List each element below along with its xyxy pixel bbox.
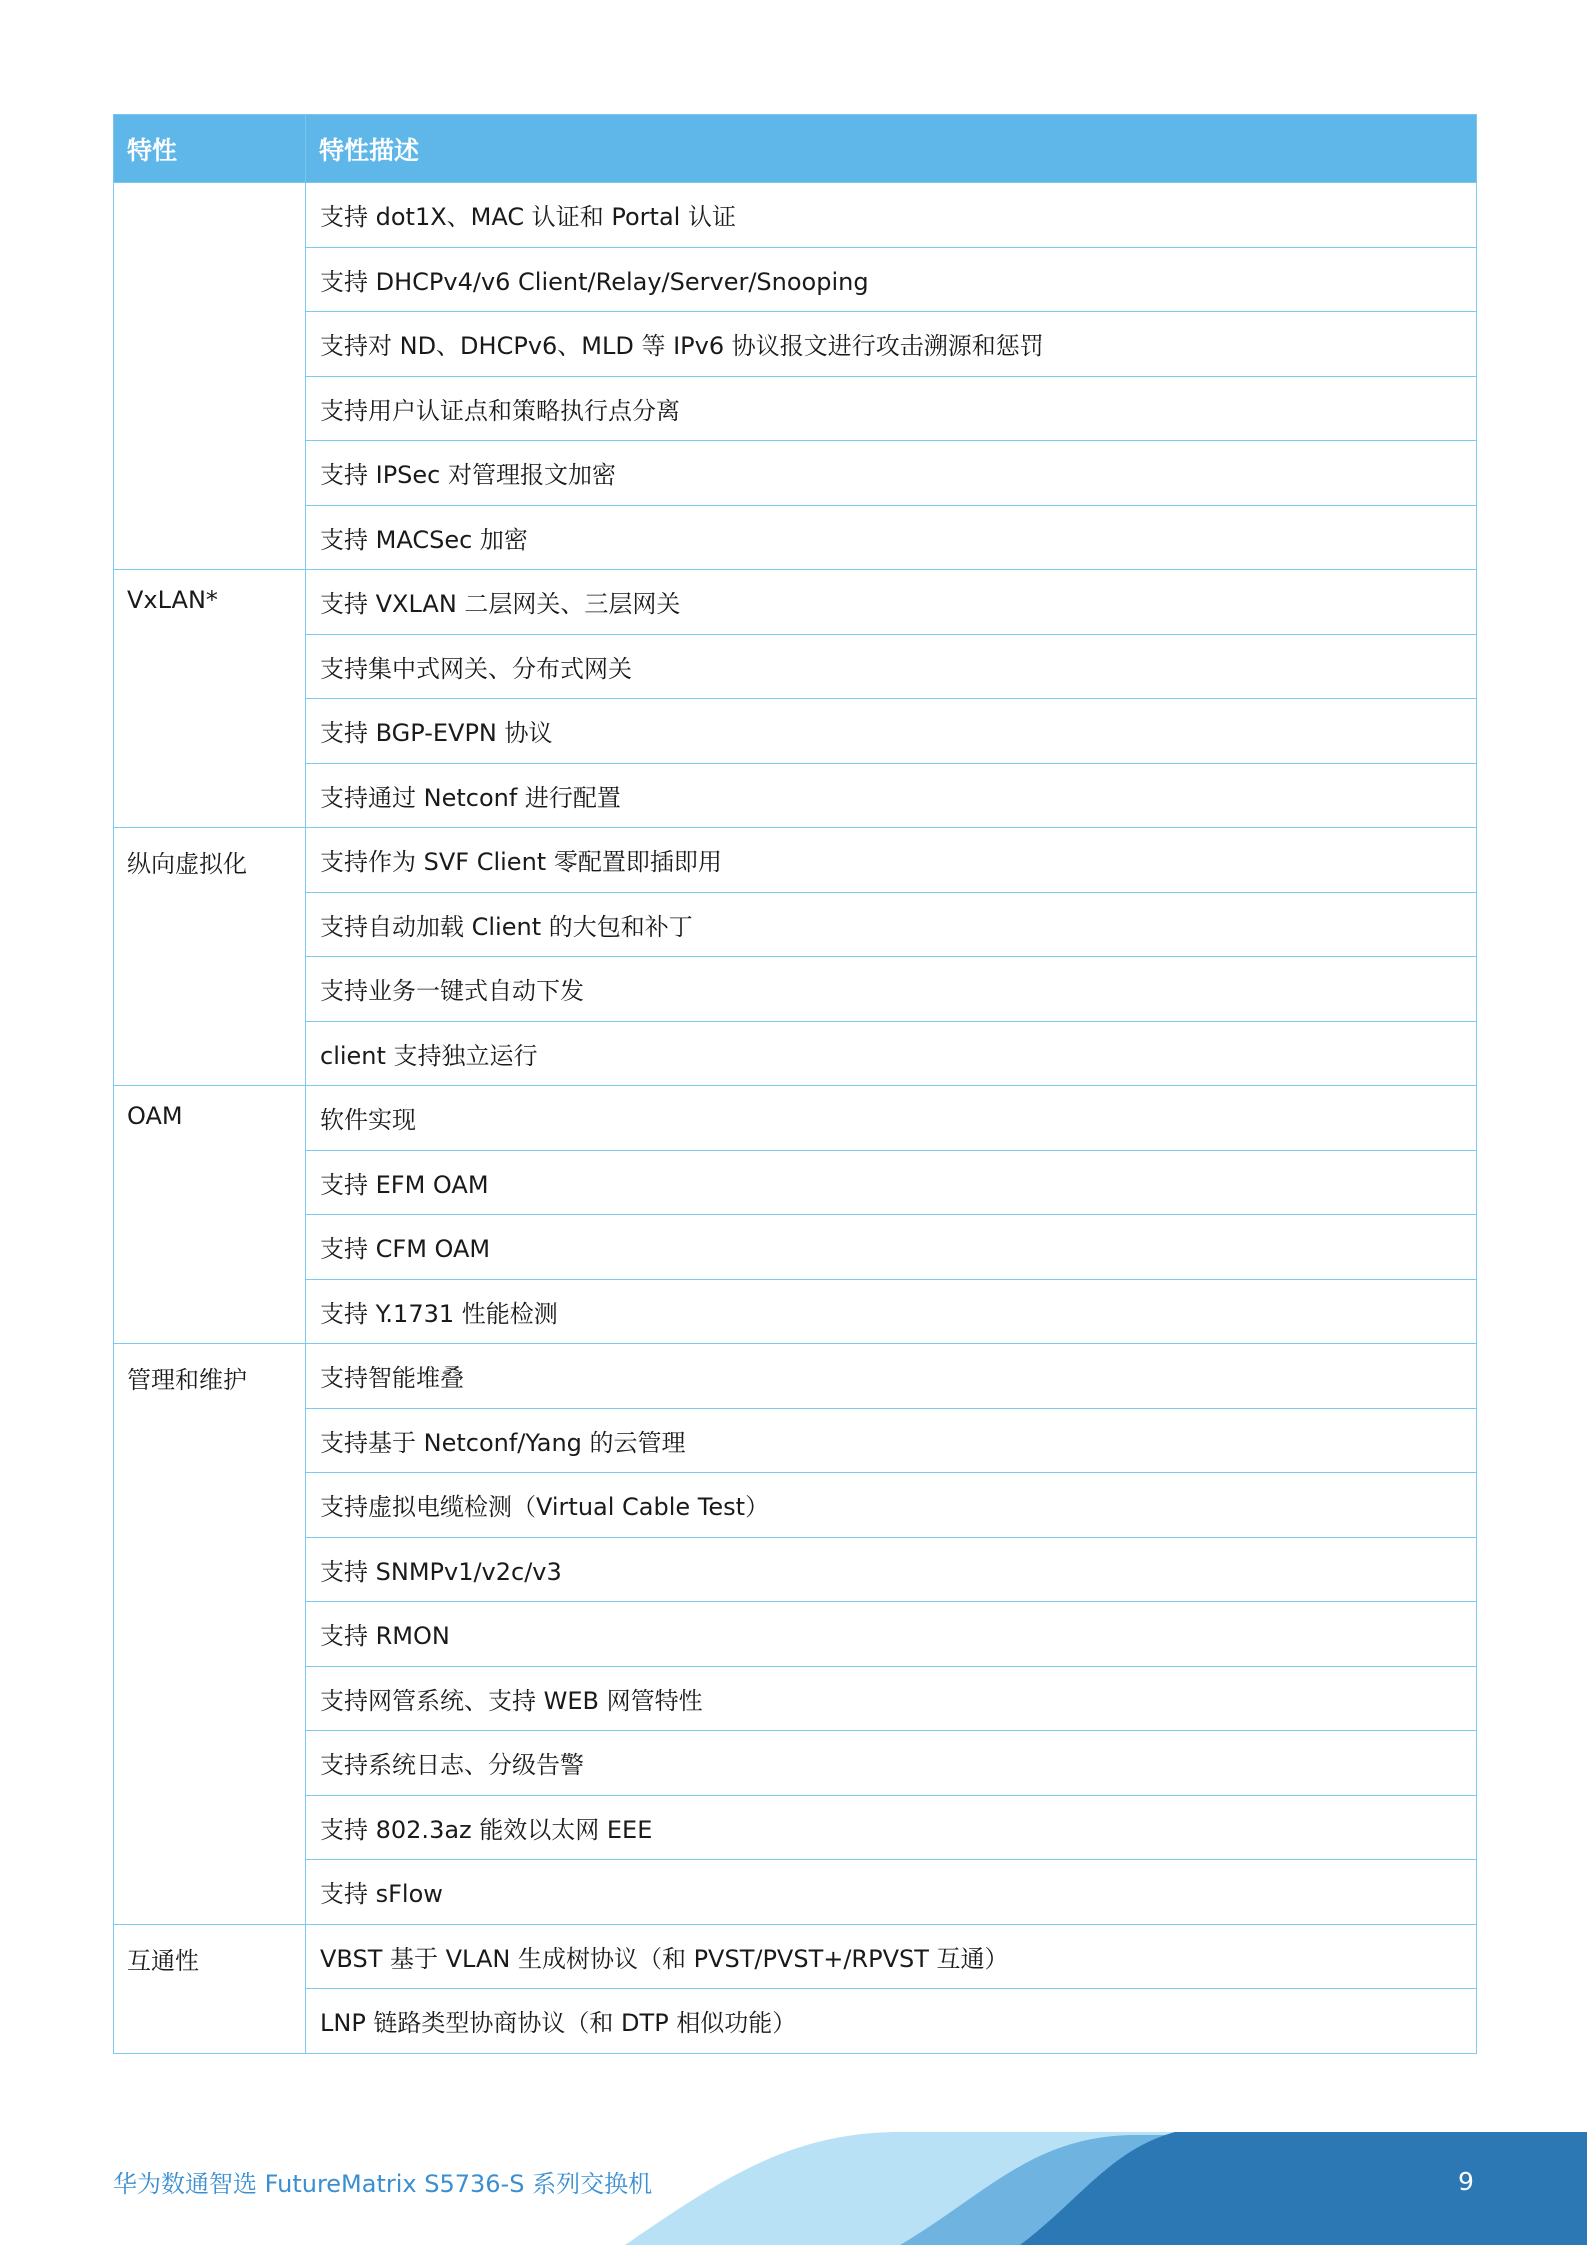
table-row bbox=[114, 1344, 1477, 1409]
table-row bbox=[114, 763, 1477, 828]
feature-description-cell: 支持基于 Netconf/Yang 的云管理 bbox=[306, 1408, 1477, 1473]
table-row bbox=[114, 957, 1477, 1022]
table-row bbox=[114, 183, 1477, 248]
table-row bbox=[114, 312, 1477, 377]
table-row bbox=[114, 1795, 1477, 1860]
header-feature: 特性 bbox=[114, 115, 306, 183]
feature-description-cell: 支持 sFlow bbox=[306, 1860, 1477, 1925]
feature-description-cell: 支持网管系统、支持 WEB 网管特性 bbox=[306, 1666, 1477, 1731]
feature-description-cell: 支持作为 SVF Client 零配置即插即用 bbox=[306, 828, 1477, 893]
table-row bbox=[114, 1021, 1477, 1086]
feature-name-cell bbox=[114, 183, 306, 570]
feature-name-cell: 纵向虚拟化 bbox=[114, 828, 306, 1086]
table-row bbox=[114, 505, 1477, 570]
table-header-row bbox=[114, 115, 1477, 183]
feature-description-cell: 支持 802.3az 能效以太网 EEE bbox=[306, 1795, 1477, 1860]
table-row bbox=[114, 828, 1477, 893]
header-feature-description: 特性描述 bbox=[306, 115, 1477, 183]
feature-description-cell: 支持 BGP-EVPN 协议 bbox=[306, 699, 1477, 764]
feature-name-cell: 互通性 bbox=[114, 1924, 306, 2053]
feature-description-cell: 支持 MACSec 加密 bbox=[306, 505, 1477, 570]
table-row bbox=[114, 1150, 1477, 1215]
feature-description-cell: 支持 dot1X、MAC 认证和 Portal 认证 bbox=[306, 183, 1477, 248]
feature-description-cell: 支持智能堆叠 bbox=[306, 1344, 1477, 1409]
feature-description-cell: 软件实现 bbox=[306, 1086, 1477, 1151]
feature-description-cell: 支持通过 Netconf 进行配置 bbox=[306, 763, 1477, 828]
table-row bbox=[114, 1279, 1477, 1344]
feature-description-cell: 支持 VXLAN 二层网关、三层网关 bbox=[306, 570, 1477, 635]
feature-description-cell: 支持系统日志、分级告警 bbox=[306, 1731, 1477, 1796]
table-row bbox=[114, 1602, 1477, 1667]
feature-description-cell: 支持 SNMPv1/v2c/v3 bbox=[306, 1537, 1477, 1602]
feature-description-cell: 支持虚拟电缆检测（Virtual Cable Test） bbox=[306, 1473, 1477, 1538]
feature-description-cell: 支持 Y.1731 性能检测 bbox=[306, 1279, 1477, 1344]
table-row bbox=[114, 1215, 1477, 1280]
table-row bbox=[114, 1924, 1477, 1989]
table-row bbox=[114, 247, 1477, 312]
feature-description-cell: VBST 基于 VLAN 生成树协议（和 PVST/PVST+/RPVST 互通） bbox=[306, 1924, 1477, 1989]
feature-spec-table bbox=[113, 114, 1477, 2054]
feature-description-cell: 支持用户认证点和策略执行点分离 bbox=[306, 376, 1477, 441]
table-row bbox=[114, 1537, 1477, 1602]
feature-description-cell: 支持业务一键式自动下发 bbox=[306, 957, 1477, 1022]
table-row bbox=[114, 1086, 1477, 1151]
feature-description-cell: 支持 DHCPv4/v6 Client/Relay/Server/Snooping bbox=[306, 247, 1477, 312]
table-row bbox=[114, 376, 1477, 441]
feature-description-cell: client 支持独立运行 bbox=[306, 1021, 1477, 1086]
table-row bbox=[114, 441, 1477, 506]
feature-name-cell: VxLAN* bbox=[114, 570, 306, 828]
feature-name-cell: 管理和维护 bbox=[114, 1344, 306, 1925]
feature-description-cell: 支持集中式网关、分布式网关 bbox=[306, 634, 1477, 699]
feature-description-cell: 支持自动加载 Client 的大包和补丁 bbox=[306, 892, 1477, 957]
table-row bbox=[114, 1666, 1477, 1731]
table-row bbox=[114, 1731, 1477, 1796]
table-row bbox=[114, 1408, 1477, 1473]
feature-description-cell: LNP 链路类型协商协议（和 DTP 相似功能） bbox=[306, 1989, 1477, 2054]
table-row bbox=[114, 892, 1477, 957]
table-row bbox=[114, 699, 1477, 764]
feature-description-cell: 支持 CFM OAM bbox=[306, 1215, 1477, 1280]
feature-description-cell: 支持 EFM OAM bbox=[306, 1150, 1477, 1215]
table-row bbox=[114, 634, 1477, 699]
table-row bbox=[114, 570, 1477, 635]
feature-description-cell: 支持 IPSec 对管理报文加密 bbox=[306, 441, 1477, 506]
table-row bbox=[114, 1473, 1477, 1538]
table-row bbox=[114, 1989, 1477, 2054]
table-body bbox=[114, 183, 1477, 2054]
footer-title: 华为数通智选 FutureMatrix S5736-S 系列交换机 bbox=[113, 2170, 653, 2198]
feature-description-cell: 支持 RMON bbox=[306, 1602, 1477, 1667]
feature-name-cell: OAM bbox=[114, 1086, 306, 1344]
page-number: 9 bbox=[1458, 2167, 1474, 2196]
table-row bbox=[114, 1860, 1477, 1925]
feature-description-cell: 支持对 ND、DHCPv6、MLD 等 IPv6 协议报文进行攻击溯源和惩罚 bbox=[306, 312, 1477, 377]
